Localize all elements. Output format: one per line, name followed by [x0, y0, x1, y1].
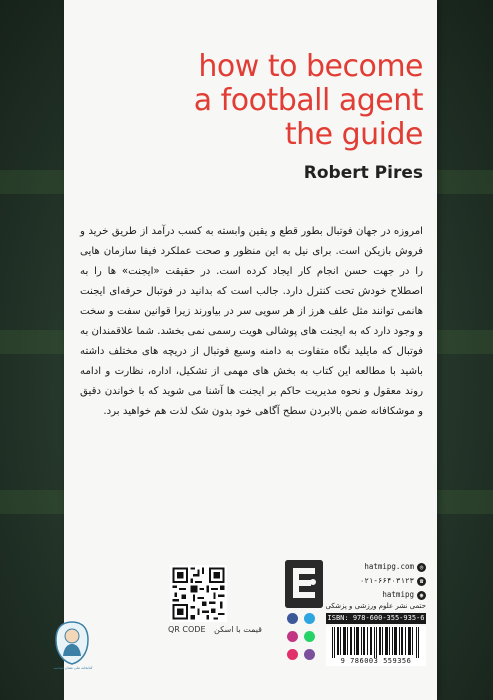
- barcode-icon: [326, 626, 426, 658]
- publisher-logo: [285, 560, 323, 608]
- whatsapp-icon[interactable]: [304, 631, 315, 642]
- telegram-icon[interactable]: [304, 613, 315, 624]
- instagram-icon: ◉: [417, 591, 426, 600]
- qr-caption-fa: قیمت با اسکن: [214, 625, 262, 634]
- contact-instagram[interactable]: [326, 588, 426, 602]
- stamp-text: کتابخانه ملی نشان شناسه: [53, 666, 93, 670]
- author-name: Robert Pires: [303, 163, 423, 183]
- contact-info: [326, 560, 426, 602]
- phone-text: ۰۲۱-۶۶۴۰۳۱۲۳: [359, 576, 414, 585]
- instagram-text: hatmipg: [382, 590, 414, 599]
- instagram-icon[interactable]: [287, 631, 298, 642]
- library-stamp: [54, 620, 90, 666]
- qr-caption: [168, 625, 278, 634]
- globe-icon: ◎: [417, 563, 426, 572]
- contact-phone[interactable]: [326, 574, 426, 588]
- qr-caption-en: QR CODE: [168, 625, 206, 634]
- social-icons: [286, 612, 326, 666]
- phone-icon: ☎: [417, 577, 426, 586]
- library-stamp-icon: [54, 620, 90, 666]
- qr-code-icon: [170, 565, 227, 622]
- viber-icon[interactable]: [304, 649, 315, 660]
- title-line-2: a football agent: [193, 83, 423, 118]
- barcode-number: 9 786003 559356: [340, 657, 412, 665]
- qr-code[interactable]: [170, 565, 227, 622]
- facebook-icon[interactable]: [287, 613, 298, 624]
- title-line-3: the guide: [284, 117, 423, 152]
- contact-website[interactable]: [326, 560, 426, 574]
- publisher-name: حتمی نشر علوم ورزشی و پزشکی: [325, 602, 426, 610]
- isbn-label: ISBN: 978-600-355-935-6: [327, 614, 425, 622]
- title-line-1: how to become: [198, 49, 423, 84]
- website-text: hatmipg.com: [364, 562, 414, 571]
- book-title: [194, 50, 423, 152]
- barcode: [326, 626, 426, 666]
- book-description: امروزه در جهان فوتبال بطور قطع و یقین وابسته به کسب درآمد از طریق خرید و فروش بازیکن است. برای نیل به این منظور و صحت عملکرد فیفا سازمان هایی را در جهت حسن انجام کار ایجاد کرده است. در حقیقت «ایجنت» ها را به اصطلاح خودش تحت کنترل دارد. جالب است که بدانید در فوتبال حرفه‌ای ایجنت هانمی توانند مثل علف هرز از هر سویی سر در بیاورند زیرا قوانین سفت و سخت و وجود دارد که به ایجنت های پوشالی هویت رسمی نمی بخشد. شما علاقمندان به فوتبال که مایلید نگاه متفاوت به دامنه وسیع فوتبال از دریچه های مختلف داشته باشید با مطالعه این کتاب به بخش های مهمی از تشکیل، اداره، نظارت و ادامه روند معقول و نحوه مدیریت حاکم بر ایجنت ها آشنا می شوید که با خواندن دقیق و موشکافانه ضمن بالابردن سطح آگاهی خود بدون شک لذت هم خواهید برد.: [80, 226, 423, 417]
- publisher-logo-icon: [285, 560, 323, 608]
- dribbble-icon[interactable]: [287, 649, 298, 660]
